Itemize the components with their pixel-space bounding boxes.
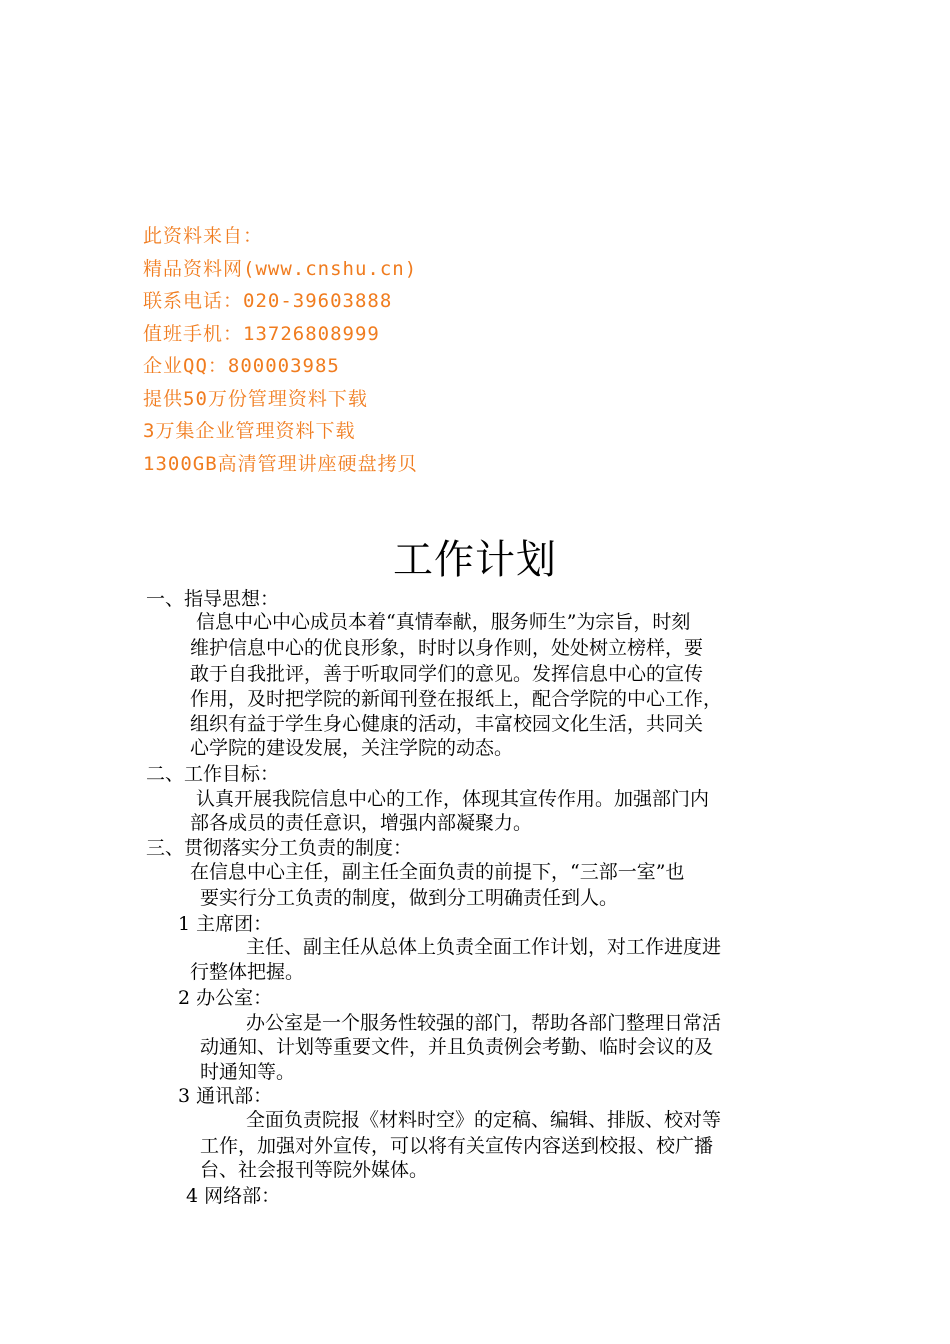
paragraph-line: 主任、副主任从总体上负责全面工作计划，对工作进度进 xyxy=(246,936,722,958)
paragraph-line: 行整体把握。 xyxy=(190,961,305,983)
paragraph-line: 在信息中心主任，副主任全面负责的前提下，“三部一室”也 xyxy=(190,861,685,883)
paragraph-line: 工作，加强对外宣传，可以将有关宣传内容送到校报、校广播 xyxy=(200,1135,714,1157)
paragraph-line: 心学院的建设发展，关注学院的动态。 xyxy=(190,737,514,759)
source-line-mobile: 值班手机：13726808999 xyxy=(143,322,380,345)
source-line-qq: 企业QQ：800003985 xyxy=(143,355,340,377)
source-info-block xyxy=(143,220,663,480)
paragraph-line: 维护信息中心的优良形象，时时以身作则，处处树立榜样，要 xyxy=(190,637,704,659)
paragraph-line: 敢于自我批评，善于听取同学们的意见。发挥信息中心的宣传 xyxy=(190,663,704,685)
section-heading: 二、工作目标： xyxy=(146,763,280,785)
subsection-heading: 3 通讯部： xyxy=(178,1085,273,1107)
subsection-heading: 4 网络部： xyxy=(186,1185,281,1207)
paragraph-line: 时通知等。 xyxy=(200,1061,296,1083)
paragraph-line: 台、社会报刊等院外媒体。 xyxy=(200,1159,429,1181)
paragraph-line: 动通知、计划等重要文件，并且负责例会考勤、临时会议的及 xyxy=(200,1036,714,1058)
section-heading: 三、贯彻落实分工负责的制度： xyxy=(146,837,413,859)
subsection-heading: 2 办公室： xyxy=(178,987,273,1009)
source-line: 3万集企业管理资料下载 xyxy=(143,420,356,442)
source-line: 此资料来自： xyxy=(143,225,264,247)
paragraph-line: 要实行分工负责的制度，做到分工明确责任到人。 xyxy=(200,887,619,909)
paragraph-line: 作用，及时把学院的新闻刊登在报纸上，配合学院的中心工作， xyxy=(190,688,723,710)
paragraph-line: 组织有益于学生身心健康的活动，丰富校园文化生活，共同关 xyxy=(190,713,704,735)
paragraph-line: 信息中心中心成员本着“真情奉献，服务师生”为宗旨，时刻 xyxy=(196,611,691,633)
source-line-website: 精品资料网(www.cnshu.cn) xyxy=(143,257,418,280)
paragraph-line: 办公室是一个服务性较强的部门，帮助各部门整理日常活 xyxy=(246,1012,722,1034)
paragraph-line: 全面负责院报《材料时空》的定稿、编辑、排版、校对等 xyxy=(246,1109,722,1131)
source-line-phone: 联系电话：020-39603888 xyxy=(143,290,393,312)
source-line: 提供50万份管理资料下载 xyxy=(143,387,368,410)
subsection-heading: 1 主席团： xyxy=(178,913,273,935)
document-title: 工作计划 xyxy=(393,537,557,583)
section-heading: 一、指导思想： xyxy=(146,588,280,610)
paragraph-line: 部各成员的责任意识，增强内部凝聚力。 xyxy=(190,812,533,834)
paragraph-line: 认真开展我院信息中心的工作，体现其宣传作用。加强部门内 xyxy=(196,788,710,810)
source-line: 1300GB高清管理讲座硬盘拷贝 xyxy=(143,452,418,475)
